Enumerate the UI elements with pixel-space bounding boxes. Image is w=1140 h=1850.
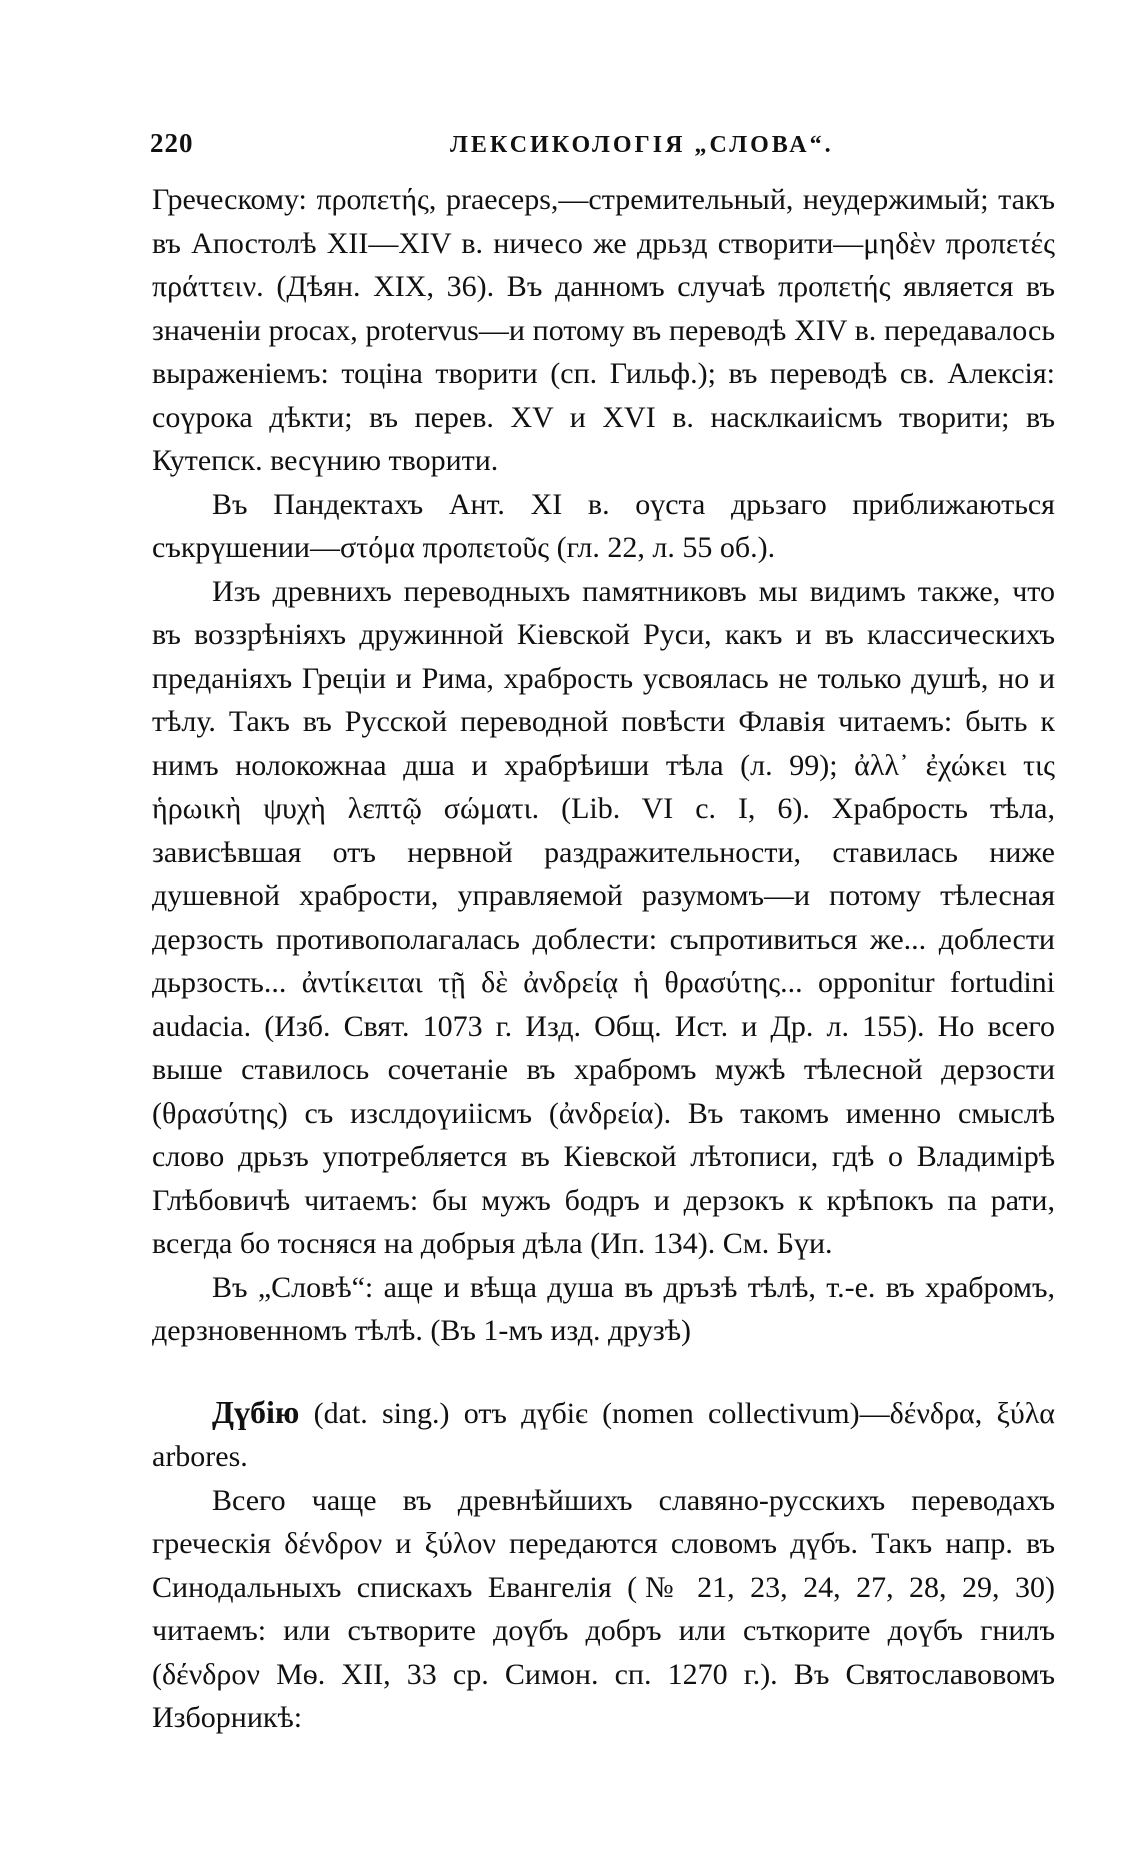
paragraph-4: Въ „Словѣ“: аще и вѣща душа въ дръзѣ тѣлѣ, т.-е. въ храбромъ, дерзновенномъ тѣлѣ. (Въ 1-мъ изд. друзѣ) bbox=[152, 1270, 1055, 1347]
paragraph-last: Всего чаще въ древнѣйшихъ славяно-русскихъ переводахъ греческія δένδρον и ξύλον передаются словомъ дүбъ. Такъ напр. въ Синодальныхъ спискахъ Евангелія (№ 21, 23, 24, 27, 28, 29, 30) читаемъ: или сътворите доүбъ добръ или съткорите доүбъ гнилъ (δένδρον Мѳ. XII, 33 ср. Симон. сп. 1270 г.). Въ Святославовомъ Изборникѣ: bbox=[152, 1483, 1055, 1734]
paragraph-1: Греческому: προπετής, praeceps,—стремительный, неудержимый; такъ въ Апостолѣ XII—XIV в. ничесо же дрьзд створити—μηδὲν προπετές πράττειν. (Дѣян. XIX, 36). Въ данномъ случаѣ προπετής является въ значеніи procax, protervus—и потому въ переводѣ XIV в. передавалось выраженіемъ: тоціна творити (сп. Гильф.); въ переводѣ св. Алексія: соүрока дѣкти; въ перев. XV и XVI в. насклкаиісмъ творити; въ Кутепск. весүнию творити. bbox=[152, 183, 1055, 477]
page-body bbox=[152, 178, 1055, 1740]
paragraph-3: Изъ древнихъ переводныхъ памятниковъ мы видимъ также, что въ воззрѣніяхъ дружинной Кіевской Руси, какъ и въ классическихъ преданіяхъ Греціи и Рима, храбрость усвоялась не только душѣ, но и тѣлу. Такъ въ Русской переводной повѣсти Флавія читаемъ: быть к нимъ нолокожнаа дша и храбрѣиши тѣла (л. 99); ἀλλ᾽ ἐχώκει τις ἡρωικὴ ψυχὴ λεπτῷ σώματι. (Lib. VI c. I, 6). Храбрость тѣла, зависѣвшая отъ нервной раздражительности, ставилась ниже душевной храбрости, управляемой разумомъ—и потому тѣлесная дерзость противополагалась доблести: съпротивиться же... доблести дьрзость... ἀντίκειται τῇ δὲ ἀνδρείᾳ ἡ θρασύτης... opponitur fortudini audacia. (Изб. Свят. 1073 г. Изд. Общ. Ист. и Др. л. 155). Но всего выше ставилось сочетаніе въ храбромъ мужѣ тѣлесной дерзости (θρασύτης) съ изслдоүиіісмъ (ἀνδρεία). Въ такомъ именно смыслѣ слово дрьзъ употребляется въ Кіевской лѣтописи, гдѣ о Владимірѣ Глѣбовичѣ читаемъ: бы мужъ бодръ и дерзокъ к крѣпокъ па рати, всегда бо тосняся на добрыя дѣла (Ип. 134). См. Бүи. bbox=[152, 574, 1055, 1260]
dictionary-entry bbox=[152, 1391, 1055, 1479]
entry-headword: Дүбію bbox=[212, 1393, 300, 1430]
page-number: 220 bbox=[150, 128, 194, 158]
paragraph-2: Въ Пандектахъ Ант. XI в. оүста дрьзаго приближаються съкрүшении—στόμα προπετοῦς (гл. 22, л. 55 об.). bbox=[152, 487, 1055, 564]
entry-lead: (dat. sing.) отъ дүбіє (nomen collectivum)—δένδρα, ξύλα arbores. bbox=[152, 1396, 1055, 1473]
running-title: ЛЕКСИКОЛОГІЯ „СЛОВА“. bbox=[450, 132, 834, 158]
page-header bbox=[150, 128, 1055, 168]
